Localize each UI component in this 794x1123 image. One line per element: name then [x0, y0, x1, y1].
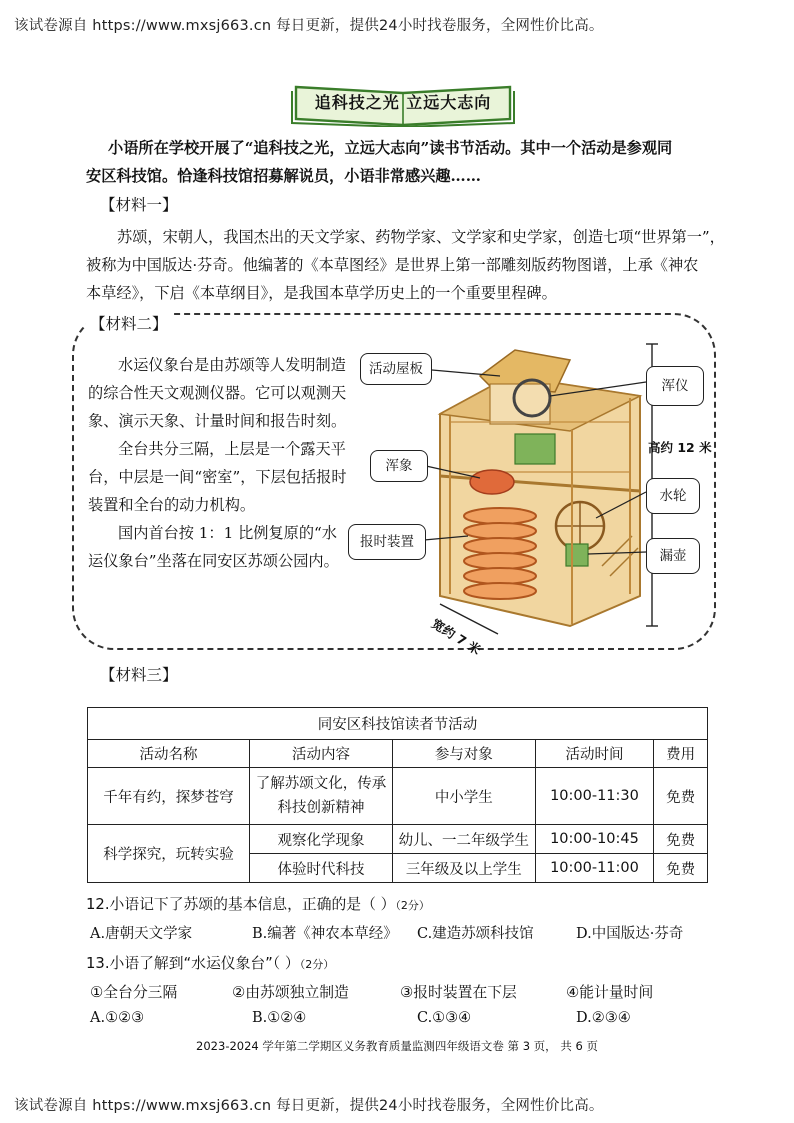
question-12 [86, 893, 430, 914]
q12-stem: 12.小语记下了苏颂的基本信息，正确的是（ ） [86, 896, 396, 913]
cell-content: 观察化学现象 [250, 825, 393, 854]
callout-celestial-globe: 浑象 [370, 450, 428, 482]
cell-content: 了解苏颂文化，传承科技创新精神 [250, 768, 393, 825]
material1-line-3: 本草经》，下启《本草纲目》，是我国本草学历史上的一个重要里程碑。 [86, 284, 557, 302]
cell-fee: 免费 [654, 768, 708, 825]
cell-name: 千年有约，探梦苍穹 [88, 768, 250, 825]
table-caption: 同安区科技馆读者节活动 [88, 708, 708, 740]
material2-para-3: 国内首台按 1：1 比例复原的“水运仪象台”坐落在同安区苏颂公园内。 [88, 524, 339, 570]
col-header-target: 参与对象 [392, 740, 535, 768]
material2-text [88, 351, 348, 575]
intro-line-2: 安区科技馆。恰逢科技馆招募解说员，小语非常感兴趣…… [86, 167, 481, 185]
cell-name: 科学探究，玩转实验 [88, 825, 250, 883]
material2-para-2: 全台共分三隔，上层是一个露天平台，中层是一间“密室”，下层包括报时装置和全台的动力机构。 [88, 440, 347, 514]
cell-time: 10:00-11:00 [535, 854, 653, 883]
material3-label: 【材料三】 [100, 666, 178, 684]
col-header-fee: 费用 [654, 740, 708, 768]
q12-option-c[interactable]: C.建造苏颂科技馆 [417, 926, 534, 942]
astronomical-clock-tower-illustration [340, 326, 712, 658]
q13-item-2: ②由苏颂独立制造 [232, 984, 349, 1001]
cell-time: 10:00-11:30 [535, 768, 653, 825]
watermark-bottom: 该试卷源自 https://www.mxsj663.cn 每日更新，提供24小时找卷服务，全网性价比高。 [14, 1098, 604, 1114]
material2-label: 【材料二】 [86, 312, 172, 334]
q13-item-3: ③报时装置在下层 [400, 984, 517, 1001]
q13-score: （2分） [299, 958, 335, 971]
cell-content: 体验时代科技 [250, 854, 393, 883]
callout-time-device: 报时装置 [348, 524, 426, 560]
table-row [88, 768, 708, 825]
cell-target: 三年级及以上学生 [392, 854, 535, 883]
cell-time: 10:00-10:45 [535, 825, 653, 854]
callout-armillary: 浑仪 [646, 366, 704, 406]
q13-item-1: ①全台分三隔 [90, 984, 178, 1001]
q13-option-a[interactable]: A.①②③ [90, 1010, 145, 1026]
activity-table [87, 707, 708, 883]
col-header-time: 活动时间 [535, 740, 653, 768]
q13-stem: 13.小语了解到“水运仪象台”（ ） [86, 955, 300, 972]
q13-option-c[interactable]: C.①③④ [417, 1010, 472, 1026]
title-banner [290, 83, 516, 127]
cell-target: 幼儿、一二年级学生 [392, 825, 535, 854]
q12-option-d[interactable]: D.中国版达·芬奇 [576, 926, 684, 942]
callout-water-wheel: 水轮 [646, 478, 700, 514]
width-label: 宽约 7 米 [428, 615, 484, 658]
cell-fee: 免费 [654, 854, 708, 883]
watermark-top: 该试卷源自 https://www.mxsj663.cn 每日更新，提供24小时找卷服务，全网性价比高。 [14, 18, 604, 34]
q13-option-d[interactable]: D.②③④ [576, 1010, 631, 1026]
q13-option-b[interactable]: B.①②④ [252, 1010, 307, 1026]
q12-option-a[interactable]: A.唐朝天文学家 [90, 926, 193, 942]
table-row [88, 825, 708, 854]
intro-line-1: 小语所在学校开展了“追科技之光，立远大志向”读书节活动。其中一个活动是参观同 [108, 139, 673, 157]
callout-clepsydra: 漏壶 [646, 538, 700, 574]
cell-target: 中小学生 [392, 768, 535, 825]
q12-option-b[interactable]: B.编著《神农本草经》 [252, 926, 398, 942]
callout-roof: 活动屋板 [360, 353, 432, 385]
col-header-name: 活动名称 [88, 740, 250, 768]
material2-para-1: 水运仪象台是由苏颂等人发明制造的综合性天文观测仪器。它可以观测天象、演示天象、计量时间和报告时刻。 [88, 356, 347, 430]
page-footer: 2023-2024 学年第二学期区义务教育质量监测四年级语文卷 第 3 页， 共 6 页 [196, 1039, 598, 1053]
page-title: 追科技之光 立远大志向 [314, 93, 492, 112]
height-label: 高约 12 米 [648, 440, 712, 455]
q12-score: （2分） [395, 899, 430, 912]
col-header-content: 活动内容 [250, 740, 393, 768]
material1-line-1: 苏颂，宋朝人，我国杰出的天文学家、药物学家、文学家和史学家，创造七项“世界第一”， [117, 228, 725, 246]
question-13 [86, 952, 334, 973]
material1-label: 【材料一】 [100, 196, 178, 214]
material1-line-2: 被称为中国版达·芬奇。他编著的《本草图经》是世界上第一部雕刻版药物图谱，上承《神农 [86, 256, 699, 274]
cell-fee: 免费 [654, 825, 708, 854]
q13-item-4: ④能计量时间 [566, 984, 654, 1001]
